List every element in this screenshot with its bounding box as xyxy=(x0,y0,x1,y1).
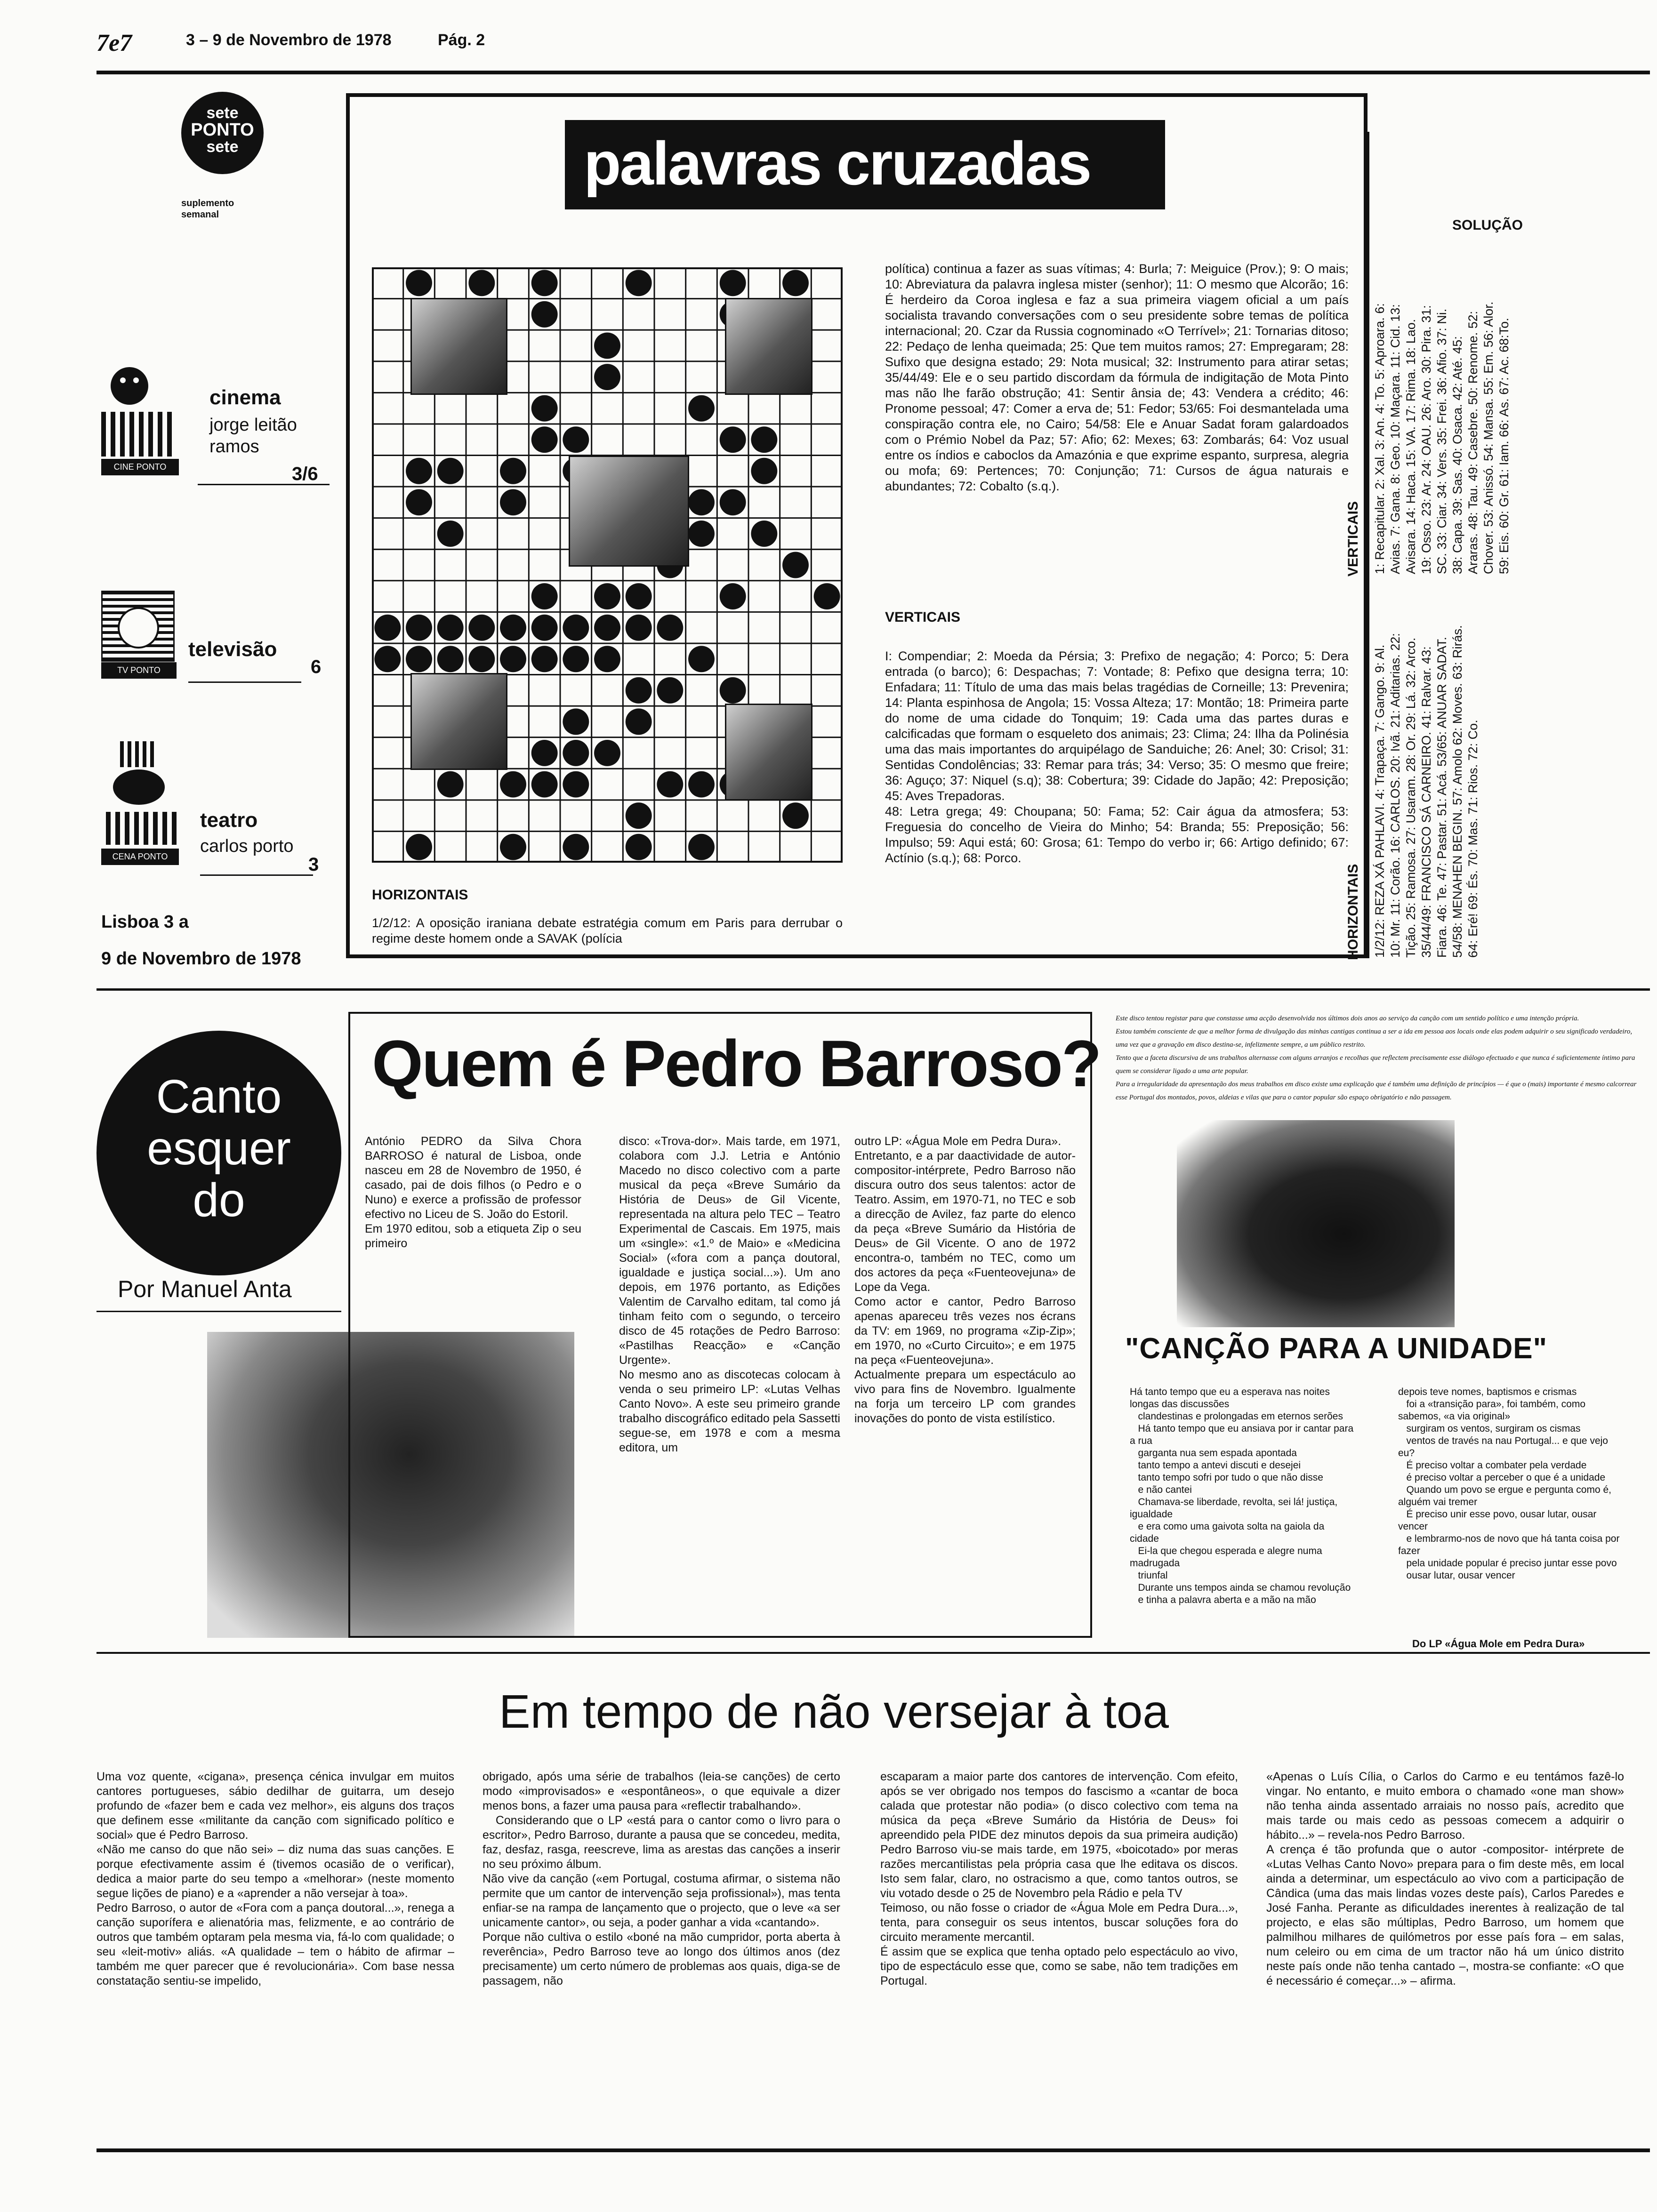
black-cell xyxy=(531,270,558,296)
black-cell xyxy=(406,834,432,860)
article1-headline: Quem é Pedro Barroso? xyxy=(372,1026,1101,1100)
article2-headline: Em tempo de não versejar à toa xyxy=(499,1685,1169,1738)
teatro-title: teatro xyxy=(200,809,258,832)
solucao-heading: SOLUÇÃO xyxy=(1452,217,1523,233)
black-cell xyxy=(720,426,746,453)
black-cell xyxy=(720,270,746,296)
verticais-heading: VERTICAIS xyxy=(885,609,961,625)
horizontais-clues-start: 1/2/12: A oposição iraniana debate estratégia comum em Paris para derrubar o regime deste homem onde a SAVAK (polícia xyxy=(372,916,846,946)
black-cell xyxy=(626,834,652,860)
byline-rule xyxy=(97,1311,341,1312)
black-cell xyxy=(437,615,464,641)
black-cell xyxy=(657,771,683,798)
crossword-photo-1 xyxy=(410,298,507,395)
tv-badge: TV PONTO xyxy=(101,662,177,679)
cinema-page: 3/6 xyxy=(292,464,318,484)
black-cell xyxy=(782,270,809,296)
black-cell xyxy=(406,458,432,484)
black-cell xyxy=(626,677,652,704)
black-cell xyxy=(626,615,652,641)
black-cell xyxy=(374,615,401,641)
crossword-photo-5 xyxy=(725,704,812,801)
article2-col3: escaparam a maior parte dos cantores de intervenção. Com efeito, após se ver obrigado nos tempos do fascismo a «cantar de boca calada que protestar não podia» (o disco colectivo com tema na música da peça «Breve Sumário da História de Deus» foi apreendido pela PIDE dez minutos depois da sua primeira audição) Pedro Barroso viu-se mais tarde, em 1975, «boicotado» por meras razões mercantilistas pela própria casa que lhe editava os discos. Isto sem falar, claro, no ostracismo a que, como tantos outros, se viu votado desde o 25 de Novembro pela Rádio e pela TV Teimoso, ou não fosse o criador de «Água Mole em Pedra Dura...», tenta, para conseguir os seus intentos, buscar soluções fora do circuito meramente mercantil. É assim que se explica que tenha optado pelo espectáculo ao vivo, tipo de espectáculo esse que, como se sabe, não tem tradições em Portugal. xyxy=(880,1770,1238,1988)
black-cell xyxy=(782,552,809,578)
black-cell xyxy=(720,677,746,704)
black-cell xyxy=(814,583,840,609)
sidebar-dates: Lisboa 3 a 9 de Novembro de 1978 xyxy=(101,912,301,969)
logo-line-3: sete xyxy=(206,138,239,156)
cinema-author: jorge leitão ramos xyxy=(209,415,297,457)
canto-esquerdo-label: Canto esquer do xyxy=(147,1070,291,1226)
black-cell xyxy=(626,583,652,609)
teatro-page: 3 xyxy=(308,854,319,875)
handwritten-note: Este disco tentou registar para que constasse uma acção desenvolvida nos últimos dois anos ao serviço da canção com um sentido político e uma intenção própria. Estou também consciente de que a melhor forma de divulgação das minhas cantigas continua a ser a ida em pessoa aos locais onde elas podem adquirir o seu significado verdadeiro, uma vez que a gravação em disco destina-se, infelizmente sempre, a um público restrito. Tento que a faceta discursiva de uns trabalhos alternasse com alguns arranjos e recolhas que reflectem precisamente esse diálogo efectuado e que nunca é suficientemente íntimo para quem se considerar ligado a uma arte popular. Para a irregularidade da apresentação dos meus trabalhos em disco existe uma explicação que é também uma definição de princípios — é que o (mais) importante é mesmo calcorrear esse Portugal dos montados, povos, aldeias e vilas que para o cantor popular são espaço obrigatório e não passagem. xyxy=(1116,1015,1637,1101)
black-cell xyxy=(626,708,652,735)
article1-col1: António PEDRO da Silva Chora BARROSO é natural de Lisboa, onde nasceu em 28 de Novembro de 1950, é casado, pai de dois filhos (o Pedro e o Nuno) e exerce a profissão de professor efectivo no Liceu de S. João do Estoril. Em 1970 editou, sob a etiqueta Zip o seu primeiro xyxy=(365,1135,581,1250)
black-cell xyxy=(688,834,715,860)
logo-line-2: PONTO xyxy=(191,120,254,140)
crossword-photo-3 xyxy=(569,456,689,567)
black-cell xyxy=(437,521,464,547)
black-cell xyxy=(468,270,495,296)
black-cell xyxy=(500,615,526,641)
black-cell xyxy=(594,646,620,672)
black-cell xyxy=(531,395,558,422)
cinema-title: cinema xyxy=(209,386,281,409)
black-cell xyxy=(657,677,683,704)
black-cell xyxy=(688,489,715,515)
article2-col4: «Apenas o Luís Cília, o Carlos do Carmo e eu tentámos fazê-lo vingar. No entanto, e muito embora o chamado «one man show» não tenha ainda assentado arraiais no nosso país, acredito que mais tarde ou mais cedo as pessoas comecem a adquirir o hábito...» – revela-nos Pedro Barroso. A crença é tão profunda que o autor -compositor- intérprete de «Lutas Velhas Canto Novo» prepara para o fim deste mês, em local ainda a determinar, um espectáculo ao vivo com a participação de Cândica (uma das mais lindas vozes deste país), Carlos Paredes e José Fanha. Perante as dificuldades inerentes à realização de tal projecto, e elas são múltiplas, Pedro Barroso, um homem que palmilhou milhares de quilómetros por esse país fora – em salas, num celeiro ou em cima de um tractor não há um único distrito neste país onde não tenha cantado –, mostra-se confiante: «O que é necessário é começar...» – afirma. xyxy=(1266,1770,1624,1988)
black-cell xyxy=(500,458,526,484)
tv-rule xyxy=(188,681,301,683)
black-cell xyxy=(688,521,715,547)
black-cell xyxy=(563,615,589,641)
black-cell xyxy=(406,489,432,515)
solucao-verticais: 1: Recapitular. 2: Xal. 3: An. 4: To. 5: Aproara. 6: Avias. 7: Gana. 8: Geo. 10: Maçara. 11: Cid. 13: Avisara. 14: Haca. 15: VA. 17: Rima. 18: Lao. 19: Osso. 23: Ar. 24: OAU. 26: Aro. 30: Pira. 31: SC. 33: Ciar. 34: Vers. 35: Frei. 36: Afio. 37: Ni. 38: Capa. 39: Sas. 40: Osaca. 42: Até. 45: Araras. 48: Tau. 49: Casebre. 50: Renome. 52: Chover. 53: Anissó. 54: Mansa. 55: Em. 56: Alor. 59: Eis. 60: Gr. 61: Iam. 66: As. 67: Ac. 68:To. xyxy=(1373,298,1511,574)
crossword-photo-2 xyxy=(725,298,812,395)
black-cell xyxy=(468,646,495,672)
black-cell xyxy=(751,458,777,484)
black-cell xyxy=(594,364,620,390)
black-cell xyxy=(406,615,432,641)
solucao-verticais-label: VERTICAIS xyxy=(1345,501,1361,577)
black-cell xyxy=(594,740,620,766)
tv-icon xyxy=(101,591,177,680)
article2-col2: obrigado, após uma série de trabalhos (leia-se canções) de certo modo «improvisados» e «espontâneos», o que equivale a dizer menos bons, a fazer uma pausa para «reflectir trabalhando». Considerando que o LP «está para o cantor como o livro para o escritor», Pedro Barroso, durante a pausa que se concedeu, medita, faz, desfaz, rasga, reescreve, lima as arestas das canções a inserir no seu próximo álbum. Não vive da canção («em Portugal, costuma afirmar, o sistema não permite que um cantor de intervenção seja profissional»), mas tenta enfiar-se na rampa de lançamento que o projecto, que o leve «a ser unicamente cantor», ou seja, a poder ganhar a vida «cantando». Porque não cultiva o estilo «boné na mão cumpridor, porta aberta à reverência», Pedro Barroso teve ao longo dos últimos anos (dez precisamente) um certo número de problemas aos quais, diga-se de passagem, não xyxy=(483,1770,840,1988)
footer-rule xyxy=(97,2148,1650,2152)
sete-ponto-sete-logo xyxy=(181,92,264,174)
song-lyrics-left: Há tanto tempo que eu a esperava nas noites longas das discussões clandestinas e prolongadas em eternos serões Há tanto tempo que eu ansiava por ir cantar para a rua garganta nua sem espada apontada tanto tempo a antevi discuti e desejei tanto tempo sofri por tudo o que não disse e não cantei Chamava-se liberdade, revolta, sei lá! justiça, igualdade e era como uma gaivota solta na gaiola da cidade Ei-la que chegou esperada e alegre numa madrugada triunfal Durante uns tempos ainda se chamou revolução e tinha a palavra aberta e a mão na mão xyxy=(1130,1387,1354,1605)
black-cell xyxy=(531,740,558,766)
article1-col2: disco: «Trova-dor». Mais tarde, em 1971, colabora com J.J. Letria e António Macedo no disco colectivo com a parte musical da peça «Breve Sumário da História de Deus» de Gil Vicente, representada na altura pelo TEC – Teatro Experimental de Cascais. Em 1975, mais um «single»: «1.º de Maio» e «Medicina Social» («fora com a pança doutoral, igualdade e justiça social...»). Um ano depois, em 1976 portanto, as Edições Valentim de Carvalho editam, tal como já tinham feito com o segundo, o terceiro disco de 45 rotações de Pedro Barroso: «Pastilhas Reacção» e «Canção Urgente». No mesmo ano as discotecas colocam à venda o seu primeiro LP: «Lutas Velhas Canto Novo». A este seu primeiro grande trabalho discográfico editado pela Sassetti segue-se, em 1978 e com a mesma editora, um xyxy=(619,1135,840,1454)
article1-col3: outro LP: «Água Mole em Pedra Dura». Entretanto, e a par daactividade de autor-compositor-intérprete, Pedro Barroso não discura outro dos seus talentos: actor de Teatro. Assim, em 1970-71, no TEC e sob a direcção de Avilez, faz parte do elenco da peça «Breve Sumário da História de Deus» de Gil Vicente. O ano de 1972 encontra-o, também no TEC, como um dos actores da peça «Fuenteovejuna» de Lope da Vega. Como actor e cantor, Pedro Barroso apenas apareceu três vezes nos écrans da TV: em 1969, no programa «Zip-Zip»; em 1970, no «Curto Circuito»; e em 1975 na peça «Fuenteovejuna». Actualmente prepara um espectáculo ao vivo para fins de Novembro. Igualmente na forja um terceiro LP com grandes inovações do ponto de vista estilístico. xyxy=(854,1135,1076,1425)
black-cell xyxy=(437,458,464,484)
black-cell xyxy=(531,771,558,798)
black-cell xyxy=(657,615,683,641)
black-cell xyxy=(688,646,715,672)
black-cell xyxy=(531,583,558,609)
black-cell xyxy=(751,521,777,547)
black-cell xyxy=(531,646,558,672)
black-cell xyxy=(563,834,589,860)
header-page: Pág. 2 xyxy=(438,31,485,49)
black-cell xyxy=(563,740,589,766)
black-cell xyxy=(500,834,526,860)
supplement-label: suplemento semanal xyxy=(181,198,234,220)
tv-page: 6 xyxy=(311,657,322,677)
black-cell xyxy=(531,615,558,641)
black-cell xyxy=(626,270,652,296)
black-cell xyxy=(688,771,715,798)
black-cell xyxy=(563,771,589,798)
header-rule xyxy=(97,71,1650,74)
horizontais-clues-cont: política) continua a fazer as suas vítimas; 4: Burla; 7: Meiguice (Prov.); 9: O mais; 10: Abreviatura da palavra inglesa mister (senhor); 11: O mesmo que Alcorão; 16: É herdeiro da Coroa inglesa e faz a sua primeira viagem oficial a um país socialista travando conversações com o seu presidente sobre temas de política internacional; 20. Czar da Russia cognominado «O Terrível»; 21: Tornarias ditoso; 22: Pedaço de lenha queimada; 25: Que tem muitos ramos; 27: Empregaram; 28: Sufixo que designa estado; 29: Nota musical; 32: Instrumento para atirar setas; 35/44/49: Ele e o seu partido discordam da fórmula de indigitação de Mota Pinto mas não lhe farão obstrução; 41: Sentir ânsia de; 43: Vendera a crédito; 46: Pronome pessoal; 47: Comer a erva de; 51: Fedor; 53/65: Foi desmantelada uma conspiração contra ele, no Cairo; 54/58: Ele e Anuar Sadat foram galardoados com o Prémio Nobel da Paz; 57: Afio; 62: Mexes; 63: Zombarás; 64: Voz usual entre os índios e caboclos da Amazónia e que exprime espanto, surpresa, alegria ou mofa; 69: Pertences; 70: Conjunção; 71: Cursos de água naturais e abundantes; 72: Cobalto (s.q.). xyxy=(885,262,1352,493)
pedro-barroso-photo-2 xyxy=(1177,1120,1455,1327)
cinema-badge: CINE PONTO xyxy=(101,459,179,475)
black-cell xyxy=(782,802,809,829)
header-date: 3 – 9 de Novembro de 1978 xyxy=(186,31,392,49)
black-cell xyxy=(594,615,620,641)
black-cell xyxy=(500,489,526,515)
teatro-badge: CENA PONTO xyxy=(101,849,179,865)
solucao-horizontais: 1/2/12: REZA XÁ PAHLAVI. 4: Trapaça. 7: Gango. 9: Al. 10: Mr. 11: Corão. 16: CARLOS. 20: Ivã. 21: Aditarias. 22: Tição. 25: Ramosa. 27: Usaram. 28: Or. 29: Lá. 32: Arco. 35/44/49: FRANCISCO SÁ CARNEIRO. 41: Ralvar. 43: Fiara. 46: Te. 47: Pastar. 51: Acá. 53/65: ANUAR SADAT. 54/58: MENAHEN BEGIN. 57: Amolo 62: Moves. 63: Rirás. 64: Eré! 69: És. 70: Mas. 71: Rios. 72: Co. xyxy=(1373,621,1480,958)
solucao-horizontais-label: HORIZONTAIS xyxy=(1345,864,1361,960)
black-cell xyxy=(500,771,526,798)
article2-col1: Uma voz quente, «cigana», presença cénica invulgar em muitos cantores portugueses, sábio dedilhar de guitarra, um desejo profundo de «fazer bem e cada vez melhor», eis alguns dos traços que definem esse «militante da canção com significado político e social» que é Pedro Barroso. «Não me canso do que não sei» – diz numa das suas canções. E porque efectivamente assim é (tivemos ocasião de o verificar), dedica a maior parte do seu tempo a «melhorar» (neste momento segue lições de piano) e a «aprender a não versejar à toa». Pedro Barroso, o autor de «Fora com a pança doutoral...», renega a canção suporífera e alienatória mas, felizmente, e ao contrário de outros que também optaram pela mesma via, fá-lo com qualidade; o seu «leit-motiv» aliás. «A qualidade – tem o hábito de afirmar – também me quer parecer que é revolucionária». Com base nessa constatação sentiu-se impelido, xyxy=(97,1770,454,1988)
song-credit: Do LP «Água Mole em Pedra Dura» xyxy=(1412,1638,1585,1650)
song-title: "CANÇÃO PARA A UNIDADE" xyxy=(1125,1332,1547,1365)
horizontais-heading: HORIZONTAIS xyxy=(372,887,468,903)
black-cell xyxy=(406,270,432,296)
teatro-icon xyxy=(101,741,179,868)
black-cell xyxy=(563,426,589,453)
tv-title: televisão xyxy=(188,638,277,661)
black-cell xyxy=(437,646,464,672)
black-cell xyxy=(437,771,464,798)
cinema-icon xyxy=(101,367,179,475)
black-cell xyxy=(594,332,620,359)
logo-line-1: sete xyxy=(206,104,239,122)
black-cell xyxy=(500,646,526,672)
masthead-logo: 7e7 xyxy=(97,30,132,56)
teatro-rule xyxy=(200,874,313,876)
verticais-clues: I: Compendiar; 2: Moeda da Pérsia; 3: Prefixo de negação; 4: Porco; 5: Dera entrada (o barco); 6: Despachas; 7: Vontade; 8: Pefixo que designa terra; 10: Enfadara; 11: Título de uma das mais belas tragédias de Corneille; 13: Prevenira; 14: Planta espinhosa de Angola; 15: Vossa Alteza; 17: Montão; 18: Primeira parte do nome de uma cidade do Tonquim; 19: Cada uma das partes duras e calcificadas que formam o esqueleto dos animais; 23: Clima; 24: Ilha da Polinésia uma das mais importantes do arquipélago de Sanduiche; 26: Anel; 30: Crisol; 31: Sentidas Condolências; 33: Remar para trás; 34: Verso; 35: O mesmo que freire; 36: Aguço; 37: Niquel (s.q); 38: Cobertura; 39: Cidade do Japão; 42: Preposição; 45: Aves Trepadoras. 48: Letra grega; 49: Choupana; 50: Fama; 52: Cair água da atmosfera; 53: Freguesia do concelho de Vieira do Minho; 54: Branda; 55: Preposição; 56: Impulso; 59: Aqui está; 60: Grosa; 61: Tempo do verbo ir; 66: Artigo definido; 67: Actínio (s.q.); 68: Porco. xyxy=(885,649,1349,865)
black-cell xyxy=(531,426,558,453)
black-cell xyxy=(374,646,401,672)
black-cell xyxy=(531,301,558,328)
black-cell xyxy=(563,708,589,735)
section-rule-2 xyxy=(97,1652,1650,1654)
teatro-author: carlos porto xyxy=(200,836,294,856)
crossword-divider xyxy=(1367,132,1369,958)
black-cell xyxy=(720,583,746,609)
crossword-title: palavras cruzadas xyxy=(584,129,1091,198)
black-cell xyxy=(594,583,620,609)
black-cell xyxy=(563,646,589,672)
black-cell xyxy=(468,615,495,641)
song-lyrics-right: depois teve nomes, baptismos e crismas foi a «transição para», foi também, como sabemos, «a via original» surgiram os ventos, surgiram os cismas ventos de través na nau Portugal... e que vejo eu? É preciso voltar a combater pela verdade é preciso voltar a perceber o que é a unidade Quando um povo se ergue e pergunta como é, alguém vai tremer É preciso unir esse povo, ousar lutar, ousar vencer e lembrarmo-nos de novo que há tanta coisa por fazer pela unidade popular é preciso juntar esse povo ousar lutar, ousar vencer xyxy=(1398,1387,1620,1581)
black-cell xyxy=(720,489,746,515)
black-cell xyxy=(751,426,777,453)
black-cell xyxy=(626,802,652,829)
black-cell xyxy=(688,395,715,422)
section-rule-1 xyxy=(97,988,1650,991)
black-cell xyxy=(406,646,432,672)
article1-byline: Por Manuel Anta xyxy=(118,1276,292,1302)
crossword-photo-4 xyxy=(410,673,507,770)
